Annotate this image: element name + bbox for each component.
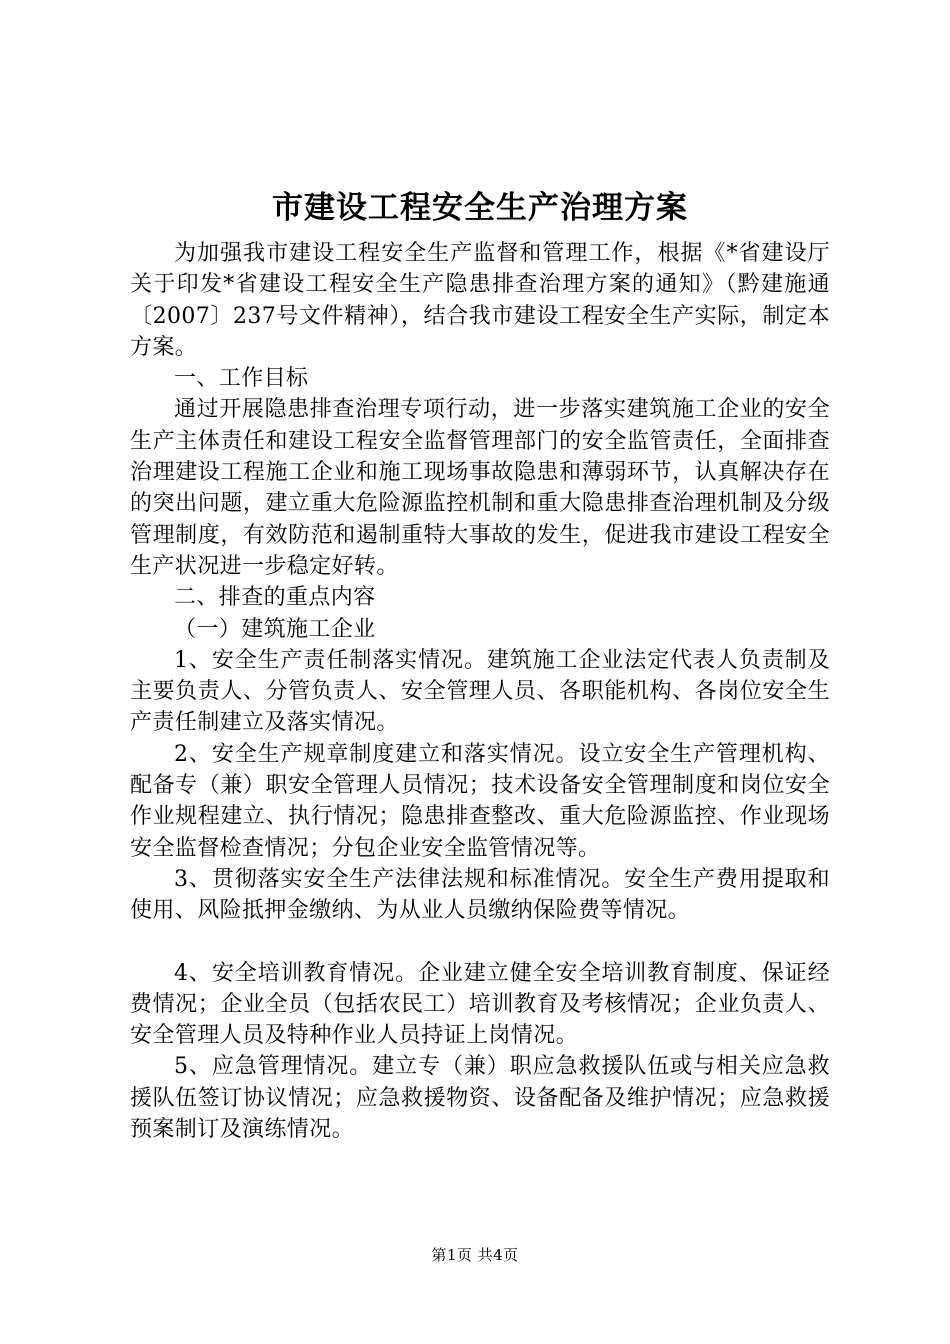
subsection-heading-construction-enterprises: （一）建筑施工企业	[174, 616, 376, 642]
section-heading-goals: 一、工作目标	[174, 366, 309, 392]
document-page	[130, 184, 830, 1145]
list-item: 3、贯彻落实安全生产法律法规和标准情况。安全生产费用提取和使用、风险抵押金缴纳、为从业人员缴纳保险费等情况。	[130, 866, 830, 924]
list-item: 2、安全生产规章制度建立和落实情况。设立安全生产管理机构、配备专（兼）职安全管理人员情况；技术设备安全管理制度和岗位安全作业规程建立、执行情况；隐患排查整改、重大危险源监控、作业现场安全监督检查情况；分包企业安全监管情况等。	[130, 741, 830, 861]
document-title: 市建设工程安全生产治理方案	[272, 190, 688, 226]
goals-paragraph: 通过开展隐患排查治理专项行动，进一步落实建筑施工企业的安全生产主体责任和建设工程安全监督管理部门的安全监管责任，全面排查治理建设工程施工企业和施工现场事故隐患和薄弱环节，认真解决存在的突出问题，建立重大危险源监控机制和重大隐患排查治理机制及分级管理制度，有效防范和遏制重特大事故的发生，促进我市建设工程安全生产状况进一步稳定好转。	[130, 397, 830, 579]
list-item: 1、安全生产责任制落实情况。建筑施工企业法定代表人负责制及主要负责人、分管负责人、安全管理人员、各职能机构、各岗位安全生产责任制建立及落实情况。	[130, 647, 830, 736]
intro-paragraph: 为加强我市建设工程安全生产监督和管理工作，根据《*省建设厅关于印发*省建设工程安全生产隐患排查治理方案的通知》（黔建施通〔2007〕237号文件精神），结合我市建设工程安全生产实际，制定本方案。	[130, 241, 830, 360]
section-heading-key-content: 二、排查的重点内容	[174, 585, 376, 611]
list-item: 4、安全培训教育情况。企业建立健全安全培训教育制度、保证经费情况；企业全员（包括农民工）培训教育及考核情况；企业负责人、安全管理人员及特种作业人员持证上岗情况。	[130, 960, 830, 1049]
page-number-footer: 第1页 共4页	[431, 1246, 519, 1264]
list-item: 5、应急管理情况。建立专（兼）职应急救援队伍或与相关应急救援队伍签订协议情况；应急救援物资、设备配备及维护情况；应急救援预案制订及演练情况。	[130, 1054, 830, 1143]
